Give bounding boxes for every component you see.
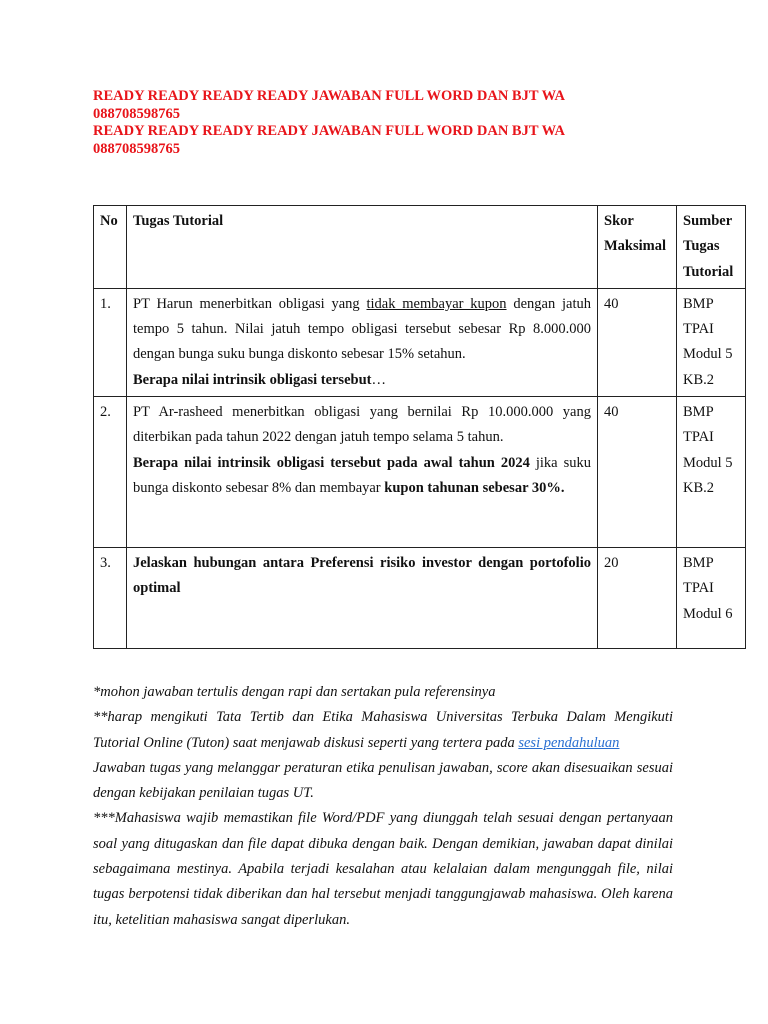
sesi-pendahuluan-link[interactable]: sesi pendahuluan xyxy=(518,734,620,751)
underlined-text: tidak membayar kupon xyxy=(366,295,507,312)
task-source: BMP TPAI Modul 5 KB.2 xyxy=(677,288,746,396)
table-row xyxy=(94,397,746,548)
header-task: Tugas Tutorial xyxy=(127,206,598,289)
row-number: 2. xyxy=(94,397,127,548)
bold-text: kupon tahunan sebesar 30%. xyxy=(384,479,565,496)
task-source: BMP TPAI Modul 6 xyxy=(677,548,746,649)
notes-section xyxy=(93,680,673,933)
task-text xyxy=(127,548,598,649)
header-no: No xyxy=(94,206,127,289)
task-paragraph xyxy=(133,292,591,368)
text-span: **harap mengikuti Tata Tertib dan Etika Mahasiswa Universitas Terbuka Dalam Mengikuti Tutorial Online (Tuton) saat menjawab diskusi seperti yang tertera pada xyxy=(93,709,673,751)
text-span: dengan jatuh tempo 5 tahun. Nilai jatuh tempo obligasi tersebut sebesar Rp 8.000.000 dengan bunga suku bunga diskonto sebesar 15% setahun. xyxy=(133,295,591,363)
promo-line-2: READY READY READY READY JAWABAN FULL WORD DAN BJT WA 088708598765 xyxy=(93,123,565,157)
promo-header xyxy=(93,88,653,158)
text-span: PT Harun menerbitkan obligasi yang xyxy=(133,295,367,312)
text-span: jika suku bunga diskonto sebesar 8% dan membayar xyxy=(133,454,591,496)
bold-text: Berapa nilai intrinsik obligasi tersebut xyxy=(133,371,372,388)
task-text xyxy=(127,397,598,548)
max-score: 20 xyxy=(598,548,677,649)
bold-text: Berapa nilai intrinsik obligasi tersebut pada awal tahun 2024 xyxy=(133,454,530,471)
task-question: Jelaskan hubungan antara Preferensi risiko investor dengan portofolio optimal xyxy=(133,555,591,597)
task-question xyxy=(133,368,591,393)
header-source: Sumber Tugas Tutorial xyxy=(677,206,746,289)
note-ethics xyxy=(93,705,673,756)
note-upload: ***Mahasiswa wajib memastikan file Word/PDF yang diunggah telah sesuai dengan pertanyaan soal yang ditugaskan dan file dapat dibuka dengan baik. Dengan demikian, jawaban dapat dinilai sebagaimana mestinya. Apabila terjadi kesalahan atau kelalaian dalam mengunggah file, nilai tugas berpotensi tidak diberikan dan hal tersebut menjadi tanggungjawab mahasiswa. Oleh karena itu, ketelitian mahasiswa sangat diperlukan. xyxy=(93,810,673,928)
task-paragraph: PT Ar-rasheed menerbitkan obligasi yang bernilai Rp 10.000.000 yang diterbikan pada tahun 2022 dengan jatuh tempo selama 5 tahun. xyxy=(133,404,591,446)
task-question xyxy=(133,451,591,502)
max-score: 40 xyxy=(598,288,677,396)
task-source: BMP TPAI Modul 5 KB.2 xyxy=(677,397,746,548)
promo-line-1: READY READY READY READY JAWABAN FULL WORD DAN BJT WA 088708598765 xyxy=(93,88,565,122)
note-reference: *mohon jawaban tertulis dengan rapi dan sertakan pula referensinya xyxy=(93,684,496,700)
task-text xyxy=(127,288,598,396)
table-row xyxy=(94,548,746,649)
row-number: 3. xyxy=(94,548,127,649)
table-header-row xyxy=(94,206,746,289)
note-penalty: Jawaban tugas yang melanggar peraturan etika penulisan jawaban, score akan disesuaikan sesuai dengan kebijakan penilaian tugas UT. xyxy=(93,759,673,802)
header-score: Skor Maksimal xyxy=(598,206,677,289)
row-number: 1. xyxy=(94,288,127,396)
text-span: … xyxy=(371,371,386,388)
task-table xyxy=(93,205,746,649)
max-score: 40 xyxy=(598,397,677,548)
table-row xyxy=(94,288,746,396)
